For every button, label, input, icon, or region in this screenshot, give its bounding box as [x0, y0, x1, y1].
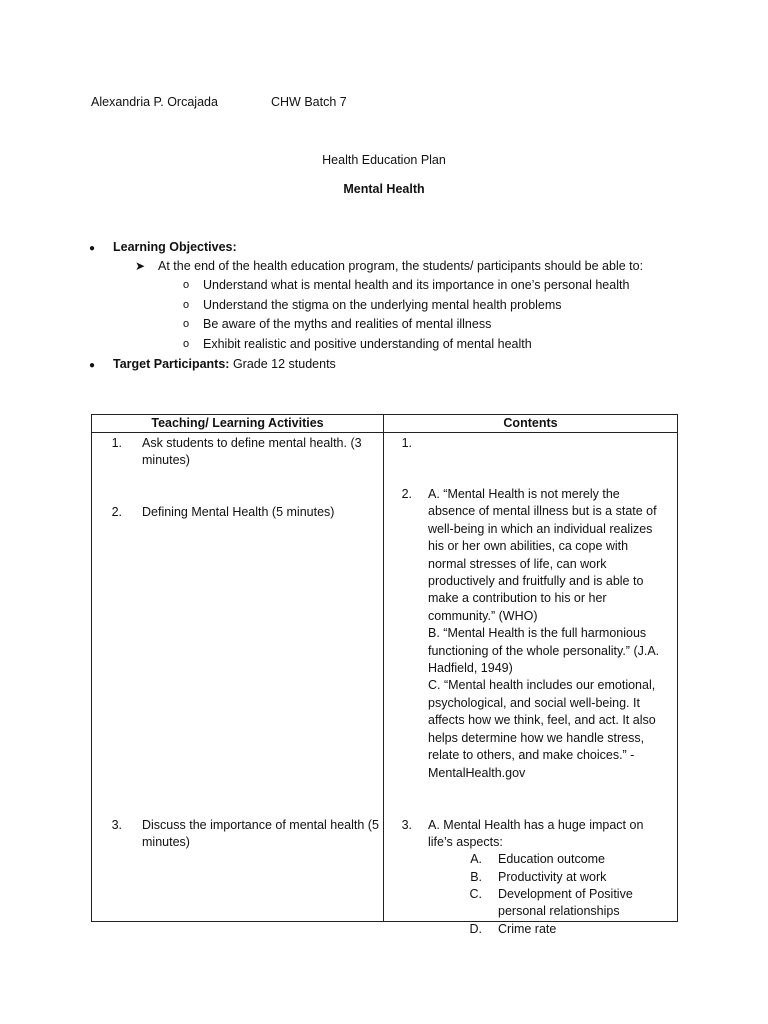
- document-title: Health Education Plan: [322, 153, 446, 167]
- activity-text: Discuss the importance of mental health (5 minutes): [142, 818, 379, 850]
- objective-item: Understand what is mental health and its importance in one’s personal health: [203, 278, 630, 292]
- impact-letter: A.: [470, 852, 482, 866]
- content-number: 1.: [401, 436, 412, 450]
- header-activities: Teaching/ Learning Activities: [92, 415, 384, 433]
- activity-text: Defining Mental Health (5 minutes): [142, 505, 335, 519]
- objective-item: Exhibit realistic and positive understanding of mental health: [203, 337, 532, 351]
- importance-text: A. Mental Health has a huge impact on life’s aspects:: [428, 818, 644, 850]
- plan-table: [91, 414, 678, 936]
- objectives-intro: At the end of the health education program, the students/ participants should be able to:: [158, 259, 644, 273]
- contents-cell: [384, 433, 678, 936]
- target-label: Target Participants:: [113, 357, 230, 371]
- content-number: 3.: [401, 818, 412, 832]
- bullet-icon: ●: [89, 360, 96, 371]
- batch-label: CHW Batch 7: [271, 95, 347, 109]
- bullet-icon: ●: [89, 243, 96, 254]
- author-name: Alexandria P. Orcajada: [91, 95, 218, 109]
- impact-letter: B.: [470, 870, 482, 884]
- target-value: Grade 12 students: [232, 357, 336, 371]
- circle-bullet-icon: o: [183, 338, 190, 350]
- impact-text: Productivity at work: [498, 870, 607, 884]
- target-participants: [113, 356, 336, 373]
- objective-item: Be aware of the myths and realities of mental illness: [203, 317, 492, 331]
- impact-text: Development of Positive personal relationships: [498, 887, 633, 919]
- arrow-bullet-icon: ➤: [135, 259, 146, 273]
- impact-letter: C.: [469, 887, 482, 901]
- activities-cell: [92, 433, 384, 922]
- objectives-label: Learning Objectives:: [113, 240, 237, 254]
- circle-bullet-icon: o: [183, 299, 190, 311]
- document-subtitle: Mental Health: [343, 182, 425, 196]
- content-number: 2.: [401, 487, 412, 501]
- objective-item: Understand the stigma on the underlying mental health problems: [203, 298, 562, 312]
- impact-text: Crime rate: [498, 922, 557, 936]
- activity-number: 2.: [111, 505, 122, 519]
- definitions-text: A. “Mental Health is not merely the absence of mental illness but is a state of well-being in which an individual realizes his or her own abilities, ca cope with normal stresses of life, can work productively and fruitfully and is able to make a contribution to his or her community.” (WHO) B. “Mental Health is the full harmonious functioning of the whole personality.” (J.A. Hadfield, 1949) C. “Mental health includes our emotional, psychological, and social well-being. It affects how we think, feel, and act. It also helps determine how we handle stress, relate to others, and make choices.” -MentalHealth.gov: [428, 487, 660, 780]
- activity-text: Ask students to define mental health. (3 minutes): [142, 436, 362, 468]
- activity-number: 1.: [111, 436, 122, 450]
- circle-bullet-icon: o: [183, 318, 190, 330]
- activity-number: 3.: [111, 818, 122, 832]
- circle-bullet-icon: o: [183, 279, 190, 291]
- header-contents: Contents: [384, 415, 678, 433]
- impact-text: Education outcome: [498, 852, 606, 866]
- impact-letter: D.: [469, 922, 482, 936]
